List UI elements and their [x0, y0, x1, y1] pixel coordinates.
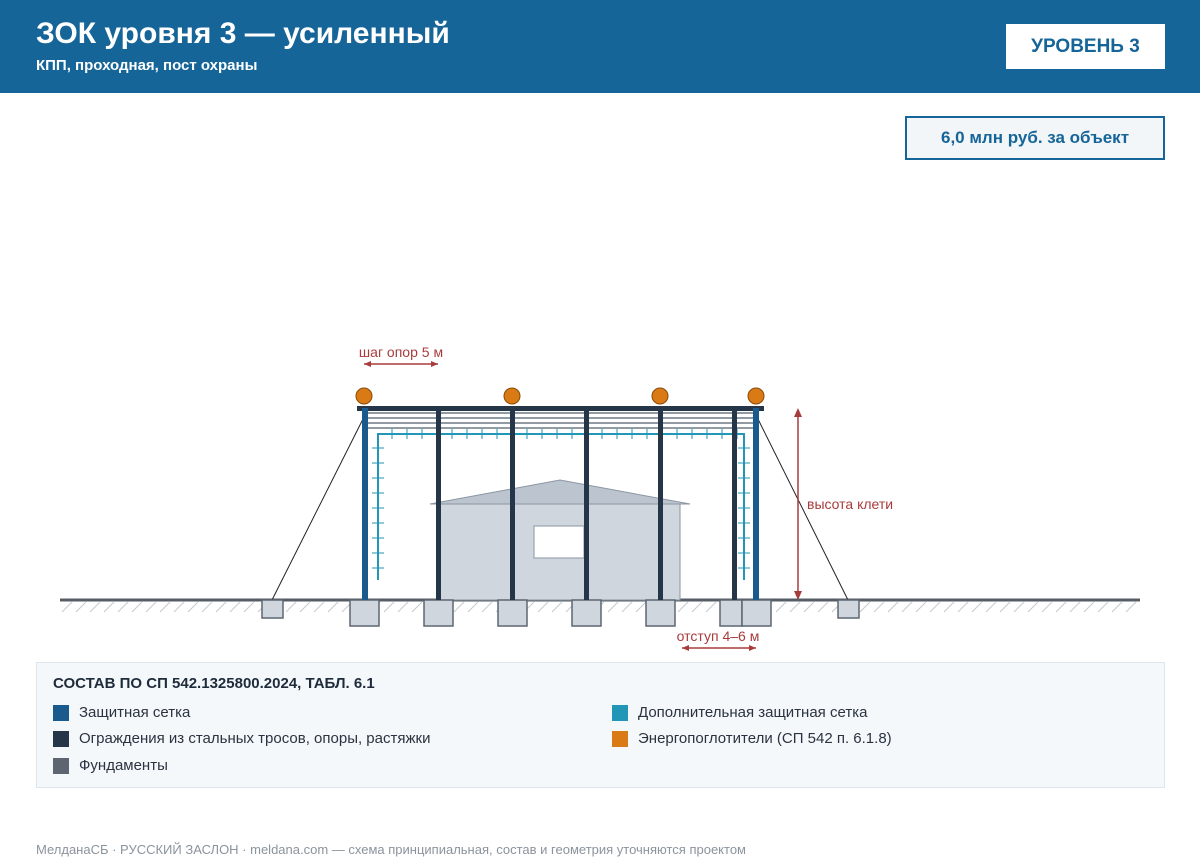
ground-hatch-mark — [1112, 602, 1122, 612]
legend-title: СОСТАВ ПО СП 542.1325800.2024, ТАБЛ. 6.1 — [53, 675, 375, 692]
ground-hatch-mark — [286, 602, 296, 612]
legend-item-foundations — [53, 757, 168, 774]
ground-hatch-mark — [930, 602, 940, 612]
legend-item-energy-absorbers — [612, 730, 892, 747]
ground-hatch-mark — [692, 602, 702, 612]
cage-height-label: высота клети — [807, 496, 894, 512]
ground-hatch-mark — [860, 602, 870, 612]
legend-label: Дополнительная защитная сетка — [638, 704, 868, 721]
ground-hatch-mark — [916, 602, 926, 612]
legend-label: Фундаменты — [79, 757, 168, 774]
level-badge: УРОВЕНЬ 3 — [1006, 24, 1165, 69]
energy-absorber — [504, 388, 520, 404]
ground-hatch-mark — [706, 602, 716, 612]
page-title: ЗОК уровня 3 — усиленный — [36, 17, 450, 50]
ground-hatch-mark — [1070, 602, 1080, 612]
foundation-block — [498, 600, 527, 626]
ground-hatch-mark — [538, 602, 548, 612]
building-window — [534, 526, 584, 558]
ground-hatch-mark — [552, 602, 562, 612]
energy-absorber — [652, 388, 668, 404]
foundation-block — [350, 600, 379, 626]
legend-item-protective-mesh — [53, 704, 190, 721]
foundation-anchor-right — [838, 600, 859, 618]
ground-hatch-mark — [328, 602, 338, 612]
legend-item-additional-mesh — [612, 704, 867, 721]
ground-hatch-mark — [384, 602, 394, 612]
ground-hatch-mark — [104, 602, 114, 612]
ground-hatch-mark — [1126, 602, 1136, 612]
energy-absorber — [748, 388, 764, 404]
ground-hatch-mark — [1098, 602, 1108, 612]
foundation-block — [424, 600, 453, 626]
legend-swatch — [53, 731, 69, 747]
legend-label: Ограждения из стальных тросов, опоры, растяжки — [79, 730, 431, 747]
ground-hatch-mark — [1014, 602, 1024, 612]
ground-hatch-mark — [230, 602, 240, 612]
ground-hatch-mark — [790, 602, 800, 612]
legend-swatch — [53, 758, 69, 774]
support-post — [436, 408, 441, 600]
ground-hatch-mark — [118, 602, 128, 612]
ground-hatch-mark — [636, 602, 646, 612]
support-post — [584, 408, 589, 600]
steel-cables — [362, 413, 758, 428]
ground-hatch-mark — [1084, 602, 1094, 612]
legend-item-steel-cables — [53, 730, 430, 747]
legend-swatch — [612, 731, 628, 747]
ground-hatch-mark — [76, 602, 86, 612]
foundation-block — [720, 600, 742, 626]
ground-hatch-mark — [398, 602, 408, 612]
ground-hatch-mark — [1042, 602, 1052, 612]
protective-mesh-right — [753, 408, 759, 600]
protective-mesh-left — [362, 408, 368, 600]
ground-hatch-mark — [874, 602, 884, 612]
post-spacing-dimension — [364, 361, 438, 367]
foundation-anchor-left — [262, 600, 283, 618]
post-spacing-label: шаг опор 5 м — [358, 344, 444, 360]
offset-label: отступ 4–6 м — [676, 628, 760, 644]
ground-hatch-mark — [902, 602, 912, 612]
ground-hatch-mark — [482, 602, 492, 612]
ground-hatch-mark — [1000, 602, 1010, 612]
energy-absorber — [356, 388, 372, 404]
support-post — [510, 408, 515, 600]
ground-hatch-mark — [216, 602, 226, 612]
foundation-block — [646, 600, 675, 626]
ground-hatch-mark — [1056, 602, 1066, 612]
ground-hatch-mark — [62, 602, 72, 612]
ground-hatch-mark — [608, 602, 618, 612]
ground-hatch-mark — [1028, 602, 1038, 612]
ground-hatch-mark — [160, 602, 170, 612]
building-roof — [430, 480, 690, 504]
legend-label: Энергопоглотители (СП 542 п. 6.1.8) — [638, 730, 892, 747]
page-subtitle: КПП, проходная, пост охраны — [36, 57, 258, 74]
ground-hatch-mark — [972, 602, 982, 612]
foundation-block — [572, 600, 601, 626]
footer-note: МелданаСБ · РУССКИЙ ЗАСЛОН · meldana.com — схема принципиальная, состав и геометрия уточняются проектом — [36, 842, 746, 857]
ground-hatch-mark — [132, 602, 142, 612]
ground-hatch-mark — [804, 602, 814, 612]
ground-hatch-mark — [944, 602, 954, 612]
legend-label: Защитная сетка — [79, 704, 191, 721]
foundation-block — [742, 600, 771, 626]
ground-hatch-mark — [174, 602, 184, 612]
legend-swatch — [612, 705, 628, 721]
ground-hatch-mark — [986, 602, 996, 612]
ground-hatch-mark — [146, 602, 156, 612]
ground-hatch-mark — [314, 602, 324, 612]
ground-hatch-mark — [818, 602, 828, 612]
support-post — [658, 408, 663, 600]
offset-dimension — [682, 645, 756, 651]
ground-hatch-mark — [454, 602, 464, 612]
ground-hatch-mark — [678, 602, 688, 612]
ground-hatch-mark — [622, 602, 632, 612]
ground-hatch-mark — [90, 602, 100, 612]
ground-hatch-mark — [300, 602, 310, 612]
energy-absorbers — [356, 388, 764, 404]
guy-wire-left — [272, 415, 365, 600]
ground-hatch-mark — [202, 602, 212, 612]
ground-hatch-mark — [888, 602, 898, 612]
top-beam — [357, 406, 764, 411]
ground-hatch-mark — [468, 602, 478, 612]
ground-hatch-mark — [188, 602, 198, 612]
legend-panel — [36, 662, 1165, 788]
ground-hatch-mark — [958, 602, 968, 612]
ground-hatch-mark — [412, 602, 422, 612]
ground-hatch-mark — [244, 602, 254, 612]
legend-swatch — [53, 705, 69, 721]
ground-hatch-mark — [776, 602, 786, 612]
price-box: 6,0 млн руб. за объект — [905, 116, 1165, 160]
support-post — [732, 408, 737, 600]
